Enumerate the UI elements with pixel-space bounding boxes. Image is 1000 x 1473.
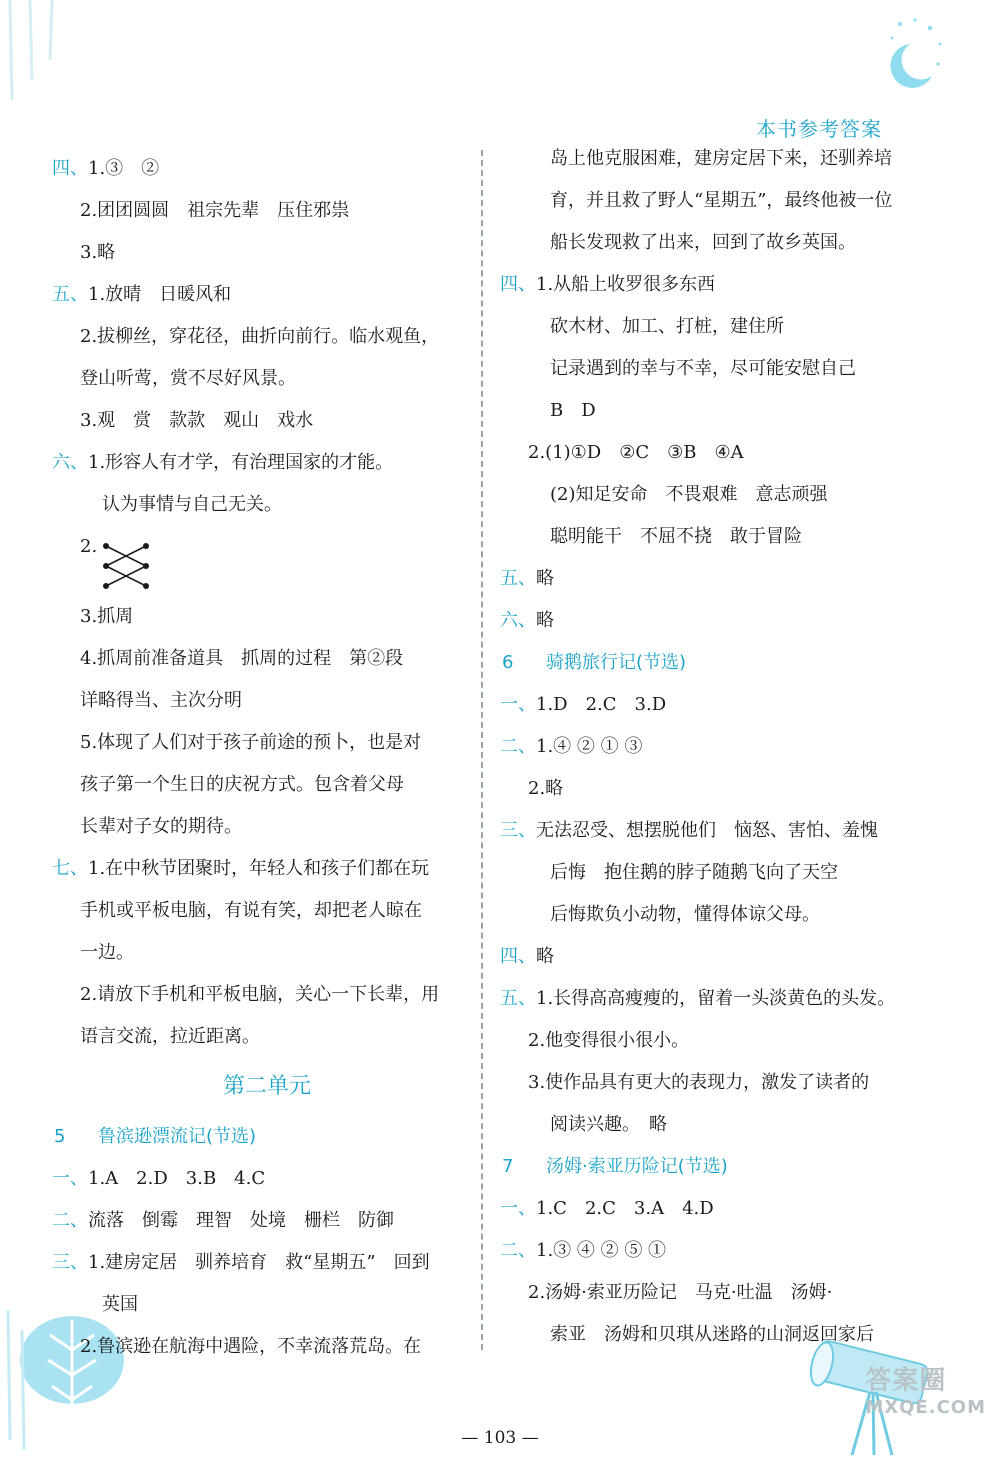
answer-line <box>500 936 930 978</box>
answer-line <box>52 1326 482 1368</box>
answer-text: 2.请放下手机和平板电脑，关心一下长辈，用 <box>80 984 440 1005</box>
answer-line <box>52 806 482 848</box>
answer-line <box>500 390 930 432</box>
answer-line <box>52 848 482 890</box>
unit-title: 第二单元 <box>222 1074 311 1099</box>
answer-line <box>500 768 930 810</box>
answer-line <box>52 232 482 274</box>
section-marker: 四、 <box>52 158 88 179</box>
answer-line <box>52 400 482 442</box>
section-marker: 六、 <box>52 452 88 473</box>
section-marker: 四、 <box>500 274 536 295</box>
answer-text: 1.长得高高瘦瘦的，留着一头淡黄色的头发。 <box>536 988 896 1009</box>
answer-line <box>500 1314 930 1356</box>
answer-line <box>500 1020 930 1062</box>
answer-line <box>52 764 482 806</box>
watermark-text: 答案圈 <box>865 1366 947 1396</box>
answer-text: 船长发现救了出来，回到了故乡英国。 <box>550 232 856 253</box>
answer-text: 砍木材、加工、打桩，建住所 <box>550 316 784 337</box>
answer-line <box>500 432 930 474</box>
answer-line <box>52 148 482 190</box>
answer-text: 英国 <box>102 1294 138 1315</box>
section-marker: 一、 <box>500 1198 536 1219</box>
answer-text: 后悔 抱住鹅的脖子随鹅飞向了天空 <box>550 862 838 883</box>
answer-text: 语言交流，拉近距离。 <box>80 1026 260 1047</box>
answer-text: 5.体现了人们对于孩子前途的预卜，也是对 <box>80 732 422 753</box>
answer-text: 育，并且救了野人“星期五”，最终他被一位 <box>550 190 893 211</box>
answer-text: 1.C 2.C 3.A 4.D <box>536 1198 714 1219</box>
page-number: — 103 — <box>461 1428 539 1448</box>
answer-text: 1.形容人有才学，有治理国家的才能。 <box>88 452 394 473</box>
answer-line <box>500 1272 930 1314</box>
answer-text: 记录遇到的幸与不幸，尽可能安慰自己 <box>550 358 856 379</box>
answer-text: 流落 倒霉 理智 处境 栅栏 防御 <box>88 1210 394 1231</box>
answer-line <box>52 1284 482 1326</box>
answer-text: 略 <box>536 610 554 631</box>
answer-text: B D <box>550 400 596 421</box>
answer-text: 一边。 <box>80 942 134 963</box>
corner-grass-decoration <box>0 0 90 110</box>
answer-line <box>500 348 930 390</box>
answer-line <box>52 526 482 596</box>
answer-line <box>500 684 930 726</box>
section-marker: 五、 <box>500 568 536 589</box>
answer-line <box>52 1016 482 1058</box>
watermark-url: MXQE.COM <box>865 1397 986 1418</box>
answer-text: 1.A 2.D 3.B 4.C <box>88 1168 266 1189</box>
section-marker: 三、 <box>52 1252 88 1273</box>
answer-text: 后悔欺负小动物，懂得体谅父母。 <box>550 904 820 925</box>
page-header-title: 本书参考答案 <box>756 117 882 141</box>
answer-line <box>500 978 930 1020</box>
answer-line <box>500 474 930 516</box>
answer-line <box>500 1062 930 1104</box>
answer-text: 2.拔柳丝，穿花径，曲折向前行。临水观鱼， <box>80 326 440 347</box>
answer-line <box>52 442 482 484</box>
answer-text: 2.略 <box>528 778 564 799</box>
answer-text: 4.抓周前准备道具 抓周的过程 第②段 <box>80 648 404 669</box>
lesson-number: 5 <box>54 1126 66 1147</box>
answer-line <box>500 1230 930 1272</box>
answer-text: 1.③ ② <box>88 158 160 179</box>
answer-text: 聪明能干 不屈不挠 敢于冒险 <box>550 526 802 547</box>
answer-line <box>52 596 482 638</box>
section-marker: 二、 <box>500 1240 536 1261</box>
answer-line <box>52 1158 482 1200</box>
section-marker: 一、 <box>500 694 536 715</box>
answer-text: 无法忍受、想摆脱他们 恼怒、害怕、羞愧 <box>536 820 878 841</box>
answer-text: 3.抓周 <box>80 606 134 627</box>
answer-text: 1.D 2.C 3.D <box>536 694 667 715</box>
answer-text: 2.汤姆·索亚历险记 马克·吐温 汤姆· <box>528 1282 833 1303</box>
answer-line <box>500 138 930 180</box>
answer-line <box>500 894 930 936</box>
answer-line <box>500 558 930 600</box>
answer-line <box>52 680 482 722</box>
lesson-title <box>500 1146 930 1188</box>
answer-line <box>52 274 482 316</box>
section-marker: 五、 <box>500 988 536 1009</box>
answer-text: 2.(1)①D ②C ③B ④A <box>528 442 744 463</box>
answer-text: 1.③ ④ ② ⑤ ① <box>536 1240 667 1261</box>
answer-text: 索亚 汤姆和贝琪从迷路的山洞返回家后 <box>550 1324 874 1345</box>
answer-line <box>52 316 482 358</box>
answer-text: 长辈对子女的期待。 <box>80 816 242 837</box>
answer-text: (2)知足安命 不畏艰难 意志顽强 <box>550 484 828 505</box>
answer-text: 3.略 <box>80 242 116 263</box>
answer-line <box>500 222 930 264</box>
answer-line <box>500 306 930 348</box>
answer-text: 3.使作品具有更大的表现力，激发了读者的 <box>528 1072 870 1093</box>
answer-line <box>52 190 482 232</box>
answer-line <box>500 852 930 894</box>
answer-text: 2. <box>80 536 98 557</box>
answer-line <box>52 1242 482 1284</box>
answer-text: 阅读兴趣。 略 <box>550 1114 667 1135</box>
answer-line <box>500 516 930 558</box>
section-marker: 四、 <box>500 946 536 967</box>
answer-line <box>52 722 482 764</box>
answer-text: 1.在中秋节团聚时，年轻人和孩子们都在玩 <box>88 858 430 879</box>
answer-line <box>500 810 930 852</box>
section-marker: 二、 <box>500 736 536 757</box>
answer-line <box>500 1188 930 1230</box>
answer-line <box>52 358 482 400</box>
lesson-name: 鲁滨逊漂流记(节选) <box>98 1126 257 1147</box>
section-marker: 七、 <box>52 858 88 879</box>
watermark-logo <box>865 1360 986 1418</box>
answer-text: 详略得当、主次分明 <box>80 690 242 711</box>
answer-text: 登山听莺，赏不尽好风景。 <box>80 368 296 389</box>
right-column <box>500 138 930 1356</box>
answer-text: 1.④ ② ① ③ <box>536 736 643 757</box>
answer-text: 手机或平板电脑，有说有笑，却把老人晾在 <box>80 900 422 921</box>
answer-line <box>500 726 930 768</box>
lesson-title <box>52 1116 482 1158</box>
answer-text: 1.从船上收罗很多东西 <box>536 274 716 295</box>
answer-text: 2.他变得很小很小。 <box>528 1030 690 1051</box>
lesson-title <box>500 642 930 684</box>
section-marker: 一、 <box>52 1168 88 1189</box>
lesson-name: 汤姆·索亚历险记(节选) <box>546 1156 728 1177</box>
answer-text: 3.观 赏 款款 观山 戏水 <box>80 410 314 431</box>
left-column <box>52 148 482 1368</box>
answer-text: 认为事情与自己无关。 <box>102 494 282 515</box>
answer-text: 略 <box>536 568 554 589</box>
answer-text: 岛上他克服困难，建房定居下来，还驯养培 <box>550 148 892 169</box>
answer-line <box>500 600 930 642</box>
section-marker: 三、 <box>500 820 536 841</box>
answer-text: 略 <box>536 946 554 967</box>
answer-line <box>52 890 482 932</box>
answer-line <box>500 180 930 222</box>
lesson-number: 6 <box>502 652 514 673</box>
section-marker: 五、 <box>52 284 88 305</box>
answer-line <box>500 1104 930 1146</box>
answer-text: 2.鲁滨逊在航海中遇险，不幸流落荒岛。在 <box>80 1336 422 1357</box>
answer-text: 1.建房定居 驯养培育 救“星期五” 回到 <box>88 1252 430 1273</box>
moon-stars-icon <box>880 14 950 90</box>
answer-line <box>52 484 482 526</box>
answer-line <box>52 974 482 1016</box>
answer-text: 孩子第一个生日的庆祝方式。包含着父母 <box>80 774 404 795</box>
matching-lines-diagram <box>100 540 160 600</box>
lesson-number: 7 <box>502 1156 514 1177</box>
section-marker: 二、 <box>52 1210 88 1231</box>
answer-line <box>52 638 482 680</box>
answer-text: 1.放晴 日暖风和 <box>88 284 232 305</box>
answer-line <box>500 264 930 306</box>
answer-line <box>52 932 482 974</box>
lesson-name: 骑鹅旅行记(节选) <box>546 652 687 673</box>
section-marker: 六、 <box>500 610 536 631</box>
answer-text: 2.团团圆圆 祖宗先辈 压住邪祟 <box>80 200 350 221</box>
answer-line <box>52 1200 482 1242</box>
